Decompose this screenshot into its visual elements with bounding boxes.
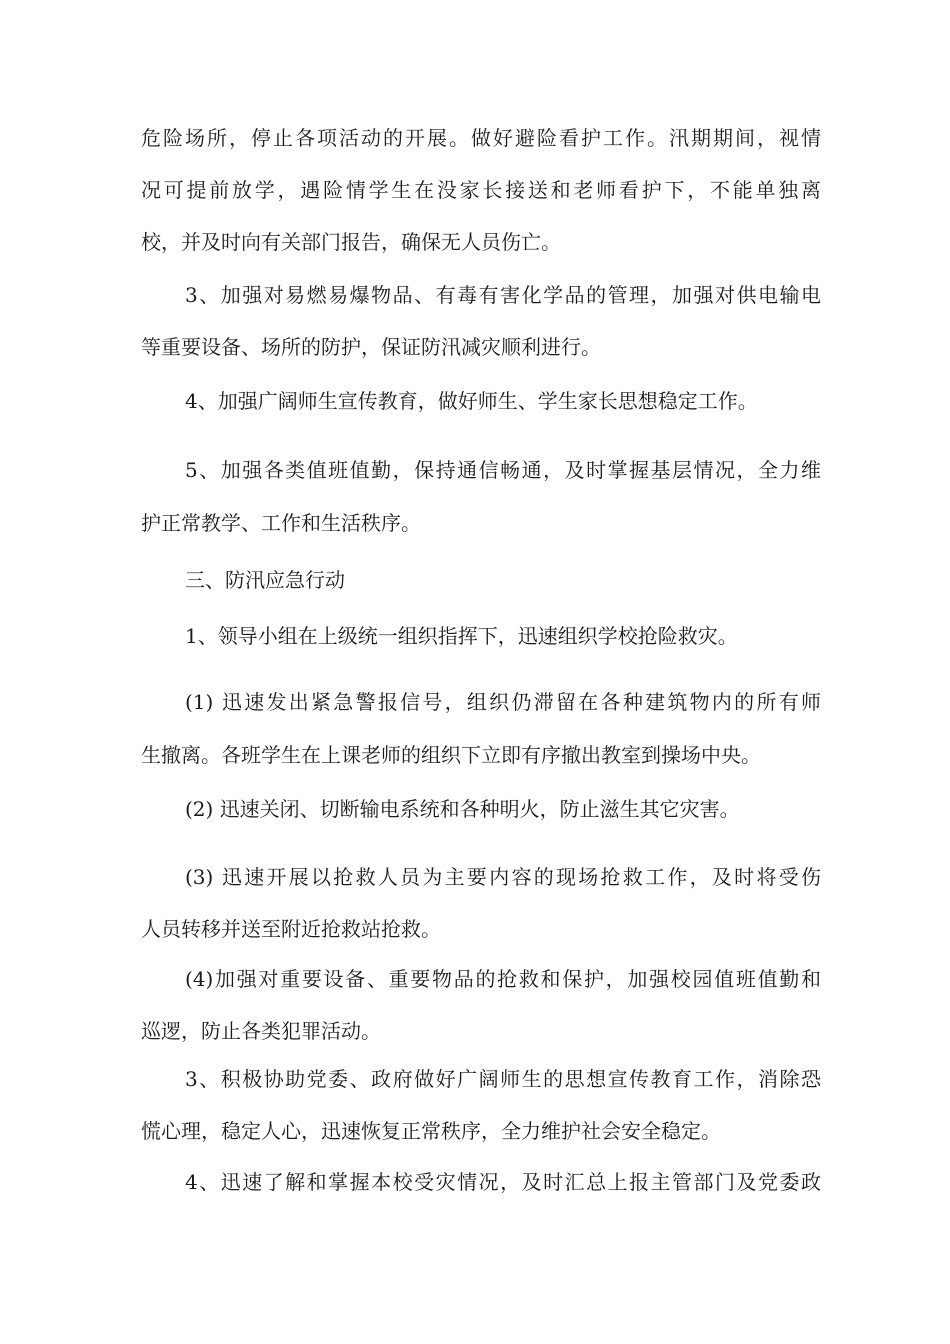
text-line: 1、领导小组在上级统一组织指挥下，迅速组织学校抢险救灾。 xyxy=(185,624,738,648)
text-line: 校，并及时向有关部门报告，确保无人员伤亡。 xyxy=(141,230,561,254)
text-line: (4)加强对重要设备、重要物品的抢救和保护，加强校园值班值勤和 xyxy=(185,967,821,991)
text-line: 4、加强广阔师生宣传教育，做好师生、学生家长思想稳定工作。 xyxy=(185,389,758,413)
text-line: 3、加强对易燃易爆物品、有毒有害化学品的管理，加强对供电输电 xyxy=(185,283,821,307)
text-line: 巡逻，防止各类犯罪活动。 xyxy=(141,1019,381,1043)
text-line: 危险场所，停止各项活动的开展。做好避险看护工作。汛期期间，视情 xyxy=(141,126,821,150)
text-line: 护正常教学、工作和生活秩序。 xyxy=(141,511,421,535)
text-line: 4、迅速了解和掌握本校受灾情况，及时汇总上报主管部门及党委政 xyxy=(185,1170,821,1194)
text-line: 3、积极协助党委、政府做好广阔师生的思想宣传教育工作，消除恐 xyxy=(185,1067,821,1091)
text-line: (2) 迅速关闭、切断输电系统和各种明火，防止滋生其它灾害。 xyxy=(185,797,740,821)
text-line: (1) 迅速发出紧急警报信号，组织仍滞留在各种建筑物内的所有师 xyxy=(185,690,821,714)
text-line: 慌心理，稳定人心，迅速恢复正常秩序，全力维护社会安全稳定。 xyxy=(141,1119,721,1143)
text-line: 况可提前放学，遇险情学生在没家长接送和老师看护下，不能单独离 xyxy=(141,178,821,202)
text-line: 生撤离。各班学生在上课老师的组织下立即有序撤出教室到操场中央。 xyxy=(141,743,761,767)
text-line: 人员转移并送至附近抢救站抢救。 xyxy=(141,917,441,941)
section-heading: 三、防汛应急行动 xyxy=(185,568,345,592)
text-line: (3) 迅速开展以抢救人员为主要内容的现场抢救工作，及时将受伤 xyxy=(185,865,821,889)
text-line: 等重要设备、场所的防护，保证防汛减灾顺利进行。 xyxy=(141,335,601,359)
text-line: 5、加强各类值班值勤，保持通信畅通，及时掌握基层情况，全力维 xyxy=(185,458,821,482)
